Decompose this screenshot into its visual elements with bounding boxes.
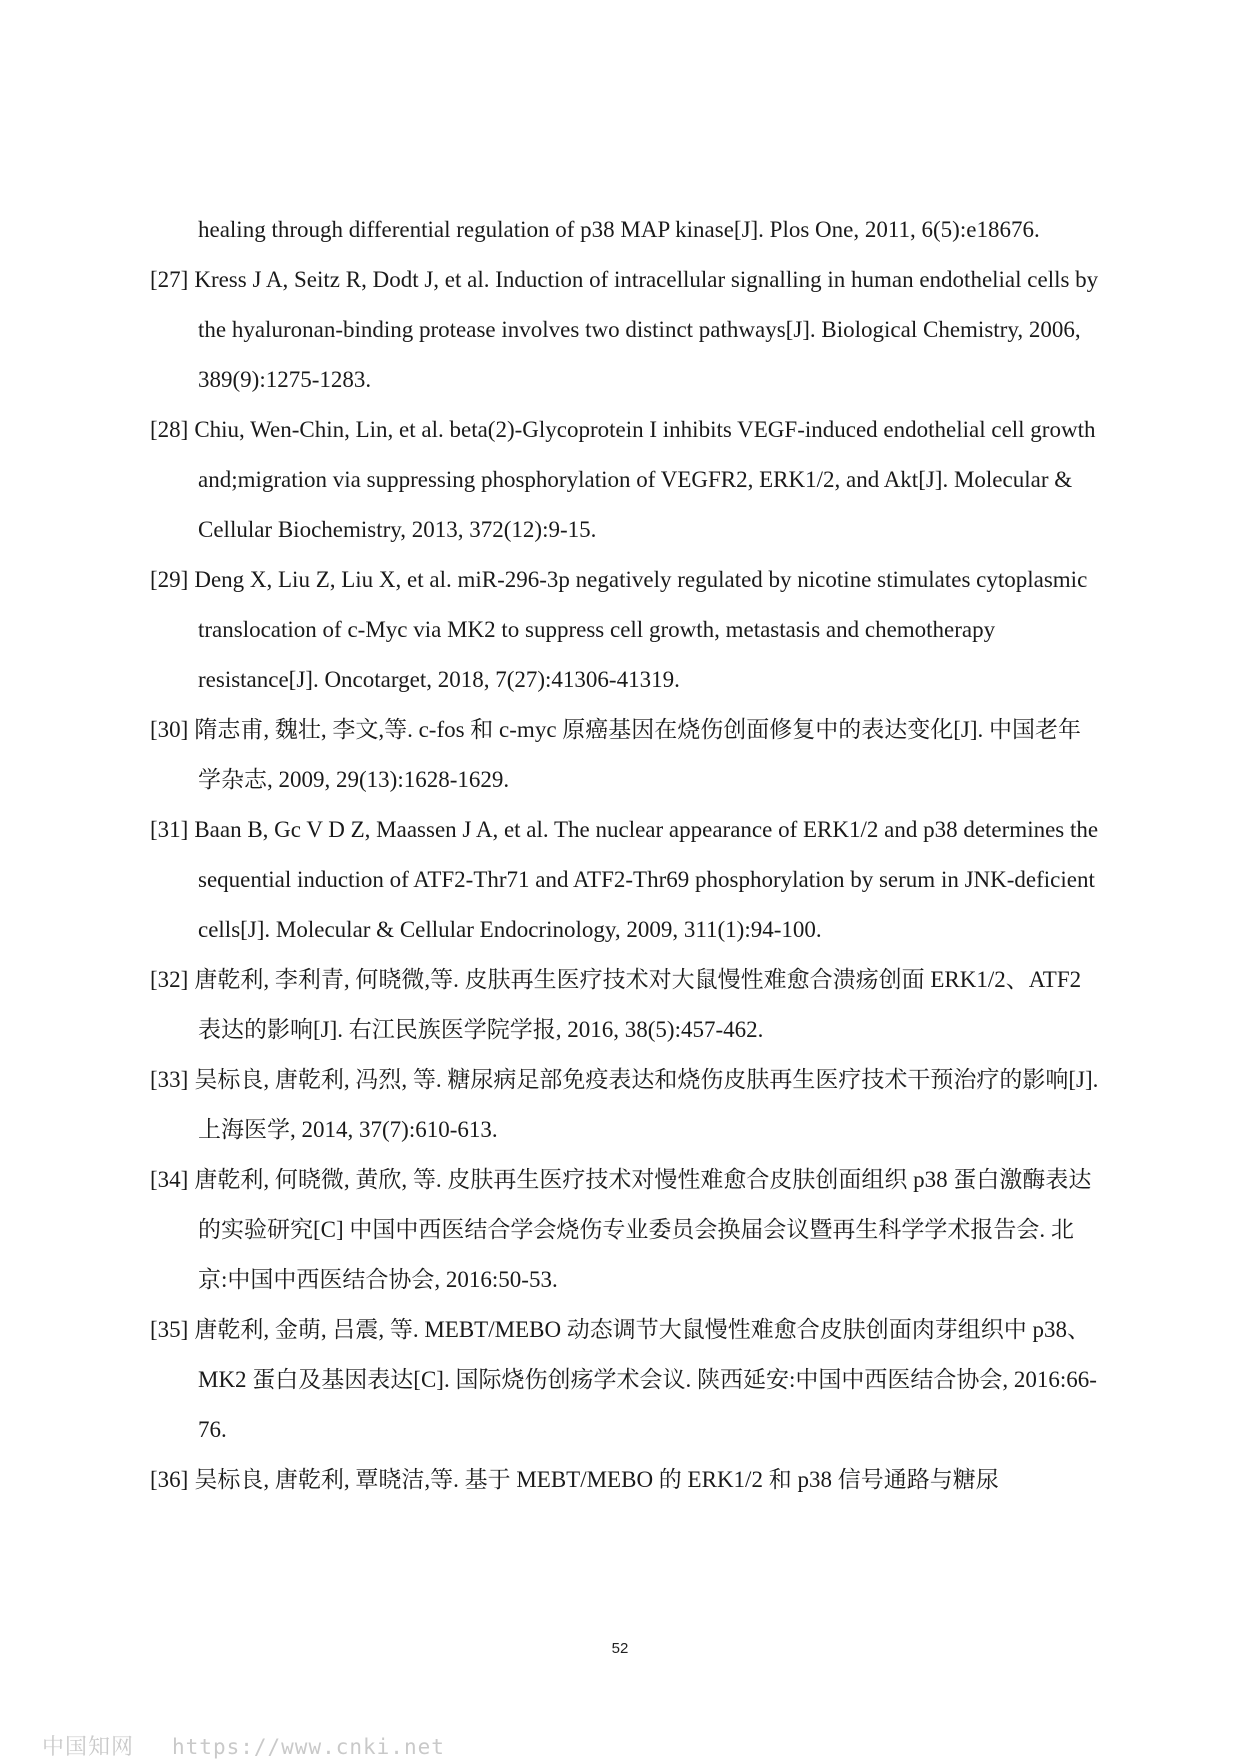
reference-item-34 [150, 1155, 1100, 1305]
reference-list [150, 205, 1100, 1505]
reference-number: [29] [150, 567, 189, 592]
reference-text: 唐乾利, 李利青, 何晓微,等. 皮肤再生医疗技术对大鼠慢性难愈合溃疡创面 ERK1/2、ATF2 表达的影响[J]. 右江民族医学院学报, 2016, 38(5):457-462. [194, 967, 1082, 1042]
page-number: 52 [611, 1640, 629, 1657]
reference-text: 唐乾利, 金萌, 吕震, 等. MEBT/MEBO 动态调节大鼠慢性难愈合皮肤创面肉芽组织中 p38、MK2 蛋白及基因表达[C]. 国际烧伤创疡学术会议. 陕西延安:中国中西医结合协会, 2016:66-76. [194, 1317, 1097, 1442]
reference-text: Kress J A, Seitz R, Dodt J, et al. Induction of intracellular signalling in human endothelial cells by the hyaluronan-binding protease involves two distinct pathways[J]. Biological Chemistry, 2006, 389(9):1275-1283. [194, 267, 1099, 392]
reference-item-35 [150, 1305, 1100, 1455]
reference-number: [33] [150, 1067, 189, 1092]
reference-number: [27] [150, 267, 189, 292]
reference-number: [28] [150, 417, 189, 442]
reference-item-28 [150, 405, 1100, 555]
reference-item-27 [150, 255, 1100, 405]
watermark-brand: 中国知网 [42, 1735, 135, 1760]
reference-text: 唐乾利, 何晓微, 黄欣, 等. 皮肤再生医疗技术对慢性难愈合皮肤创面组织 p38 蛋白激酶表达的实验研究[C] 中国中西医结合学会烧伤专业委员会换届会议暨再生科学学术报告会. 北京:中国中西医结合协会, 2016:50-53. [194, 1167, 1092, 1292]
watermark-url: https://www.cnki.net [172, 1735, 445, 1759]
reference-item-33 [150, 1055, 1100, 1155]
reference-text: Chiu, Wen-Chin, Lin, et al. beta(2)-Glycoprotein I inhibits VEGF-induced endothelial cell growth and;migration via suppressing phosphorylation of VEGFR2, ERK1/2, and Akt[J]. Molecular & Cellular Biochemistry, 2013, 372(12):9-15. [194, 417, 1096, 542]
reference-item-26-continued [150, 205, 1100, 255]
reference-item-29 [150, 555, 1100, 705]
reference-number: [34] [150, 1167, 189, 1192]
reference-text: 吴标良, 唐乾利, 覃晓洁,等. 基于 MEBT/MEBO 的 ERK1/2 和 p38 信号通路与糖尿 [194, 1467, 999, 1492]
reference-number: [35] [150, 1317, 189, 1342]
reference-item-30 [150, 705, 1100, 805]
reference-number: [30] [150, 717, 189, 742]
reference-item-32 [150, 955, 1100, 1055]
reference-text: Deng X, Liu Z, Liu X, et al. miR-296-3p negatively regulated by nicotine stimulates cytoplasmic translocation of c-Myc via MK2 to suppress cell growth, metastasis and chemotherapy resistance[J]. Oncotarget, 2018, 7(27):41306-41319. [194, 567, 1088, 692]
reference-number: [32] [150, 967, 189, 992]
reference-text: Baan B, Gc V D Z, Maassen J A, et al. The nuclear appearance of ERK1/2 and p38 determines the sequential induction of ATF2-Thr71 and ATF2-Thr69 phosphorylation by serum in JNK-deficient cells[J]. Molecular & Cellular Endocrinology, 2009, 311(1):94-100. [194, 817, 1099, 942]
reference-text: healing through differential regulation of p38 MAP kinase[J]. Plos One, 2011, 6(5):e18676. [198, 217, 1040, 242]
reference-number: [31] [150, 817, 189, 842]
reference-item-36 [150, 1455, 1100, 1505]
reference-text: 吴标良, 唐乾利, 冯烈, 等. 糖尿病足部免疫表达和烧伤皮肤再生医疗技术干预治疗的影响[J]. 上海医学, 2014, 37(7):610-613. [194, 1067, 1099, 1142]
reference-number: [36] [150, 1467, 189, 1492]
reference-item-31 [150, 805, 1100, 955]
cnki-watermark [42, 1730, 445, 1761]
reference-text: 隋志甫, 魏壮, 李文,等. c-fos 和 c-myc 原癌基因在烧伤创面修复中的表达变化[J]. 中国老年学杂志, 2009, 29(13):1628-1629. [194, 717, 1082, 792]
